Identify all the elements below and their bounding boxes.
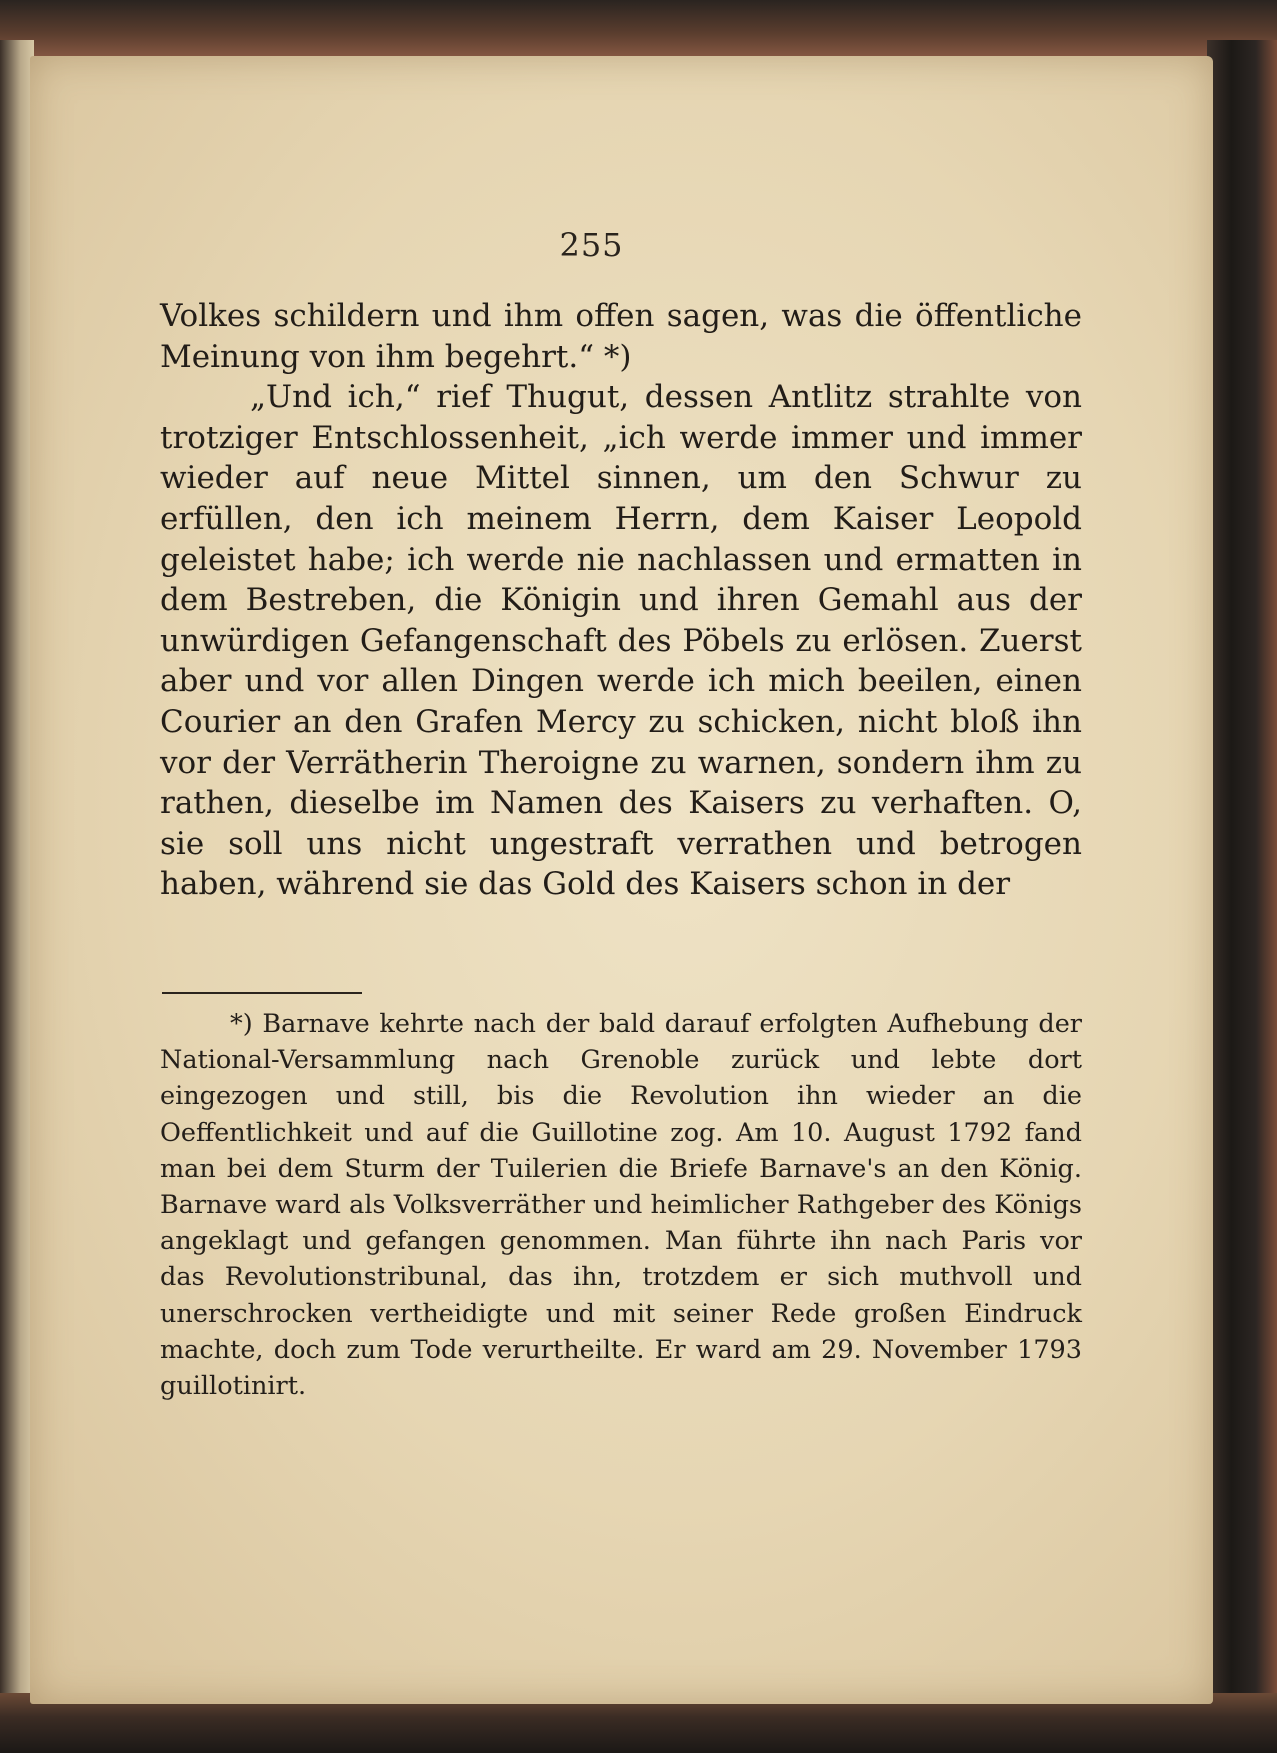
paragraph-continuation: Volkes schildern und ihm offen sagen, was die öffentliche Meinung von ihm begehrt.“ *) <box>160 298 1082 375</box>
book-binding-top <box>0 0 1277 60</box>
footnote-divider <box>162 992 362 994</box>
footnote <box>160 1006 1082 1404</box>
book-binding-left <box>0 40 34 1720</box>
paragraph-thugut-speech: „Und ich,“ rief Thugut, dessen Antlitz strahlte von trotziger Entschlossenheit, „ich werde immer und immer wieder auf neue Mittel sinnen, um den Schwur zu erfüllen, den ich meinem Herrn, dem Kaiser Leopold geleistet habe; ich werde nie nachlassen und ermatten in dem Bestreben, die Königin und ihren Gemahl aus der unwürdigen Gefangenschaft des Pöbels zu erlösen. Zuerst aber und vor allen Dingen werde ich mich beeilen, einen Courier an den Grafen Mercy zu schicken, nicht bloß ihn vor der Verrätherin Theroigne zu warnen, sondern ihm zu rathen, dieselbe im Namen des Kaisers zu verhaften. O, sie soll uns nicht ungestraft verrathen und betrogen haben, während sie das Gold des Kaisers schon in der <box>160 379 1082 903</box>
body-text <box>160 296 1082 905</box>
book-binding-right <box>1207 40 1277 1753</box>
book-page <box>30 56 1213 1704</box>
footnote-text: *) Barnave kehrte nach der bald darauf erfolgten Aufhebung der National-Versammlung nach Grenoble zurück und lebte dort eingezogen und still, bis die Revolution ihn wieder an die Oeffentlichkeit und auf die Guillotine zog. Am 10. August 1792 fand man bei dem Sturm der Tuilerien die Briefe Barnave's an den König. Barnave ward als Volksverräther und heimlicher Rathgeber des Königs angeklagt und gefangen genommen. Man führte ihn nach Paris vor das Revolutionstribunal, das ihn, trotzdem er sich muthvoll und unerschrocken vertheidigte und mit seiner Rede großen Eindruck machte, doch zum Tode verurtheilte. Er ward am 29. November 1793 guillotinirt. <box>160 1009 1082 1402</box>
page-number: 255 <box>559 226 624 264</box>
